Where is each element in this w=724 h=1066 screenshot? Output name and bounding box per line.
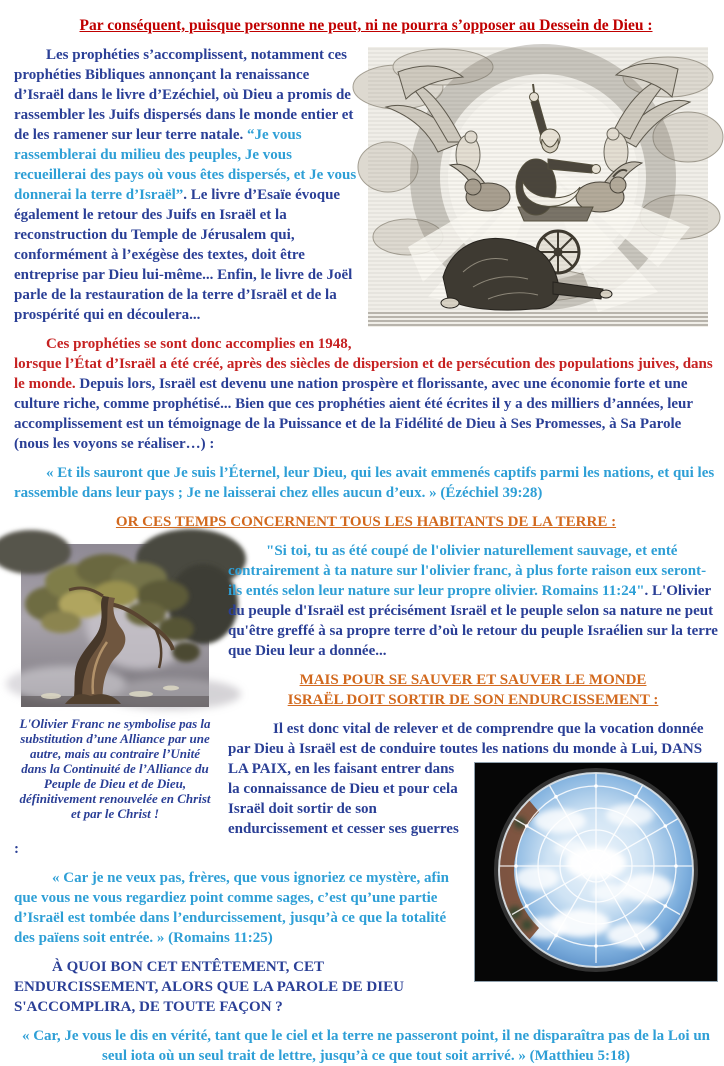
heading-sortir-line2: ISRAËL DOIT SORTIR DE SON ENDURCISSEMENT :	[287, 692, 659, 708]
quote-romains-1125: « Car je ne veux pas, frères, que vous ignoriez ce mystère, afin que vous ne vous regardiez point comme sages, c’est qu’une partie d’Israël est tombée dans l’endurcissement, jusqu’à ce que la totalité des païens soit entrée. » (Romains 11:25)	[14, 870, 450, 946]
heading-sortir-line1: MAIS POUR SE SAUVER ET SAUVER LE MONDE	[299, 672, 647, 688]
text-1948-red: Ces prophéties se sont donc accomplies en 1948, lorsque l’État d’Israël a été créé, après des siècles de dispersion et de persécution des populations juives, dans le monde.	[14, 336, 713, 392]
geodesic-globe-image	[474, 762, 718, 982]
vocation-text-start: Il est donc vital de relever et de comprendre que la vocation donnée par Dieu à Israël est de conduire toutes les nations du monde	[228, 721, 704, 757]
page-title: Par conséquent, puisque personne ne peut, ni ne pourra s’opposer au Dessein de Dieu :	[79, 17, 653, 34]
prophecies-text-end: . Le livre d’Esaïe évoque également le retour des Juifs en Israël et la reconstruction du Temple de Jérusalem qui, conformément à l’exégèse des textes, doit être entreprise par Dieu lui-même... Enfin, le livre de Joël parle de la restauration de la terre d’Israël et de la prospérité qui en découlera...	[14, 187, 353, 323]
olive-tree-figure	[16, 544, 214, 821]
text-1948-blue: Depuis lors, Israël est devenu une nation prospère et florissante, avec une économie forte et une culture riche, comme prophétisé... Bien que ces prophéties aient été écrites il y a des milliers d’années, leur accomplissement est un témoignage de la Puissance et de la Fidélité de Dieu à Ses Promesses, à Sa Parole (nous les voyons se réaliser…) :	[14, 376, 693, 452]
olive-tree-caption: L'Olivier Franc ne symbolise pas la substitution d’une Alliance par une autre, mais au contraire l’Unité dans la Continuité de l’Alliance du Peuple de Dieu et de Dieu, définitivement renouvelée en Christ et par le Christ !	[19, 716, 211, 821]
heading-habitants-terre-text: OR CES TEMPS CONCERNENT TOUS LES HABITANTS DE LA TERRE :	[115, 514, 617, 530]
prophecies-text-start: Les prophéties s’accomplissent, notamment ces prophéties Bibliques annonçant la renaissance d’Israël dans le livre d’Ezéchiel, où Dieu a promis de rassembler les Juifs dispersés dans le monde entier et de les ramener sur leur terre natale.	[14, 47, 354, 143]
olivier-commentaire: . L'Olivier du peuple d'Israël est précisément Israël et le peuple selon sa nature ne peut qu'être greffé à sa propre terre d’où le retour du peuple Israélien sur la terre que Dieu leur a donnée...	[228, 583, 718, 659]
paragraph-question-entetement: À QUOI BON CET ENTÊTEMENT, CET ENDURCISSEMENT, ALORS QUE LA PAROLE DE DIEU S'ACCOMPLIRA, DE TOUTE FAÇON ?	[14, 959, 404, 1015]
paragraph-accomplissement-1948	[14, 334, 718, 454]
vocation-text-end: à Lui, DANS LA PAIX, en les faisant entrer dans la connaissance de Dieu et pour cela Israël doit sortir de son endurcissement et cesser ses guerres :	[14, 741, 703, 857]
quote-ezechiel-3928: « Et ils sauront que Je suis l’Éternel, leur Dieu, qui les avait emmenés captifs parmi les nations, et qui les rassemble dans leur pays ; Je ne laisserai chez elles aucun d’eux. » (Ézéchiel 39:28)	[14, 465, 715, 501]
olivier-quote-romains-1124: "Si toi, tu as été coupé de l'olivier naturellement sauvage, et enté contrairement à ta nature sur l'olivier franc, à plus forte raison eux seront-ils entés selon leur nature sur leur propre olivier. Romains 11:24"	[228, 543, 707, 599]
olive-tree-image	[21, 544, 209, 707]
ezekiel-vision-engraving-image	[368, 47, 708, 327]
quote-matthieu-518: « Car, Je vous le dis en vérité, tant que le ciel et la terre ne passeront point, il ne disparaîtra pas de la Loi un seul iota où un seul trait de lettre, jusqu’à ce que tout soit arrivé. » (Matthieu 5:18)	[21, 1028, 711, 1064]
prophecies-quote-rassemblement: “Je vous rassemblerai du milieu des peuples, Je vous recueillerai des pays où vous êtes dispersés, et Je vous donnerai la terre d’Israël”	[14, 127, 357, 203]
heading-habitants-terre	[14, 512, 718, 532]
